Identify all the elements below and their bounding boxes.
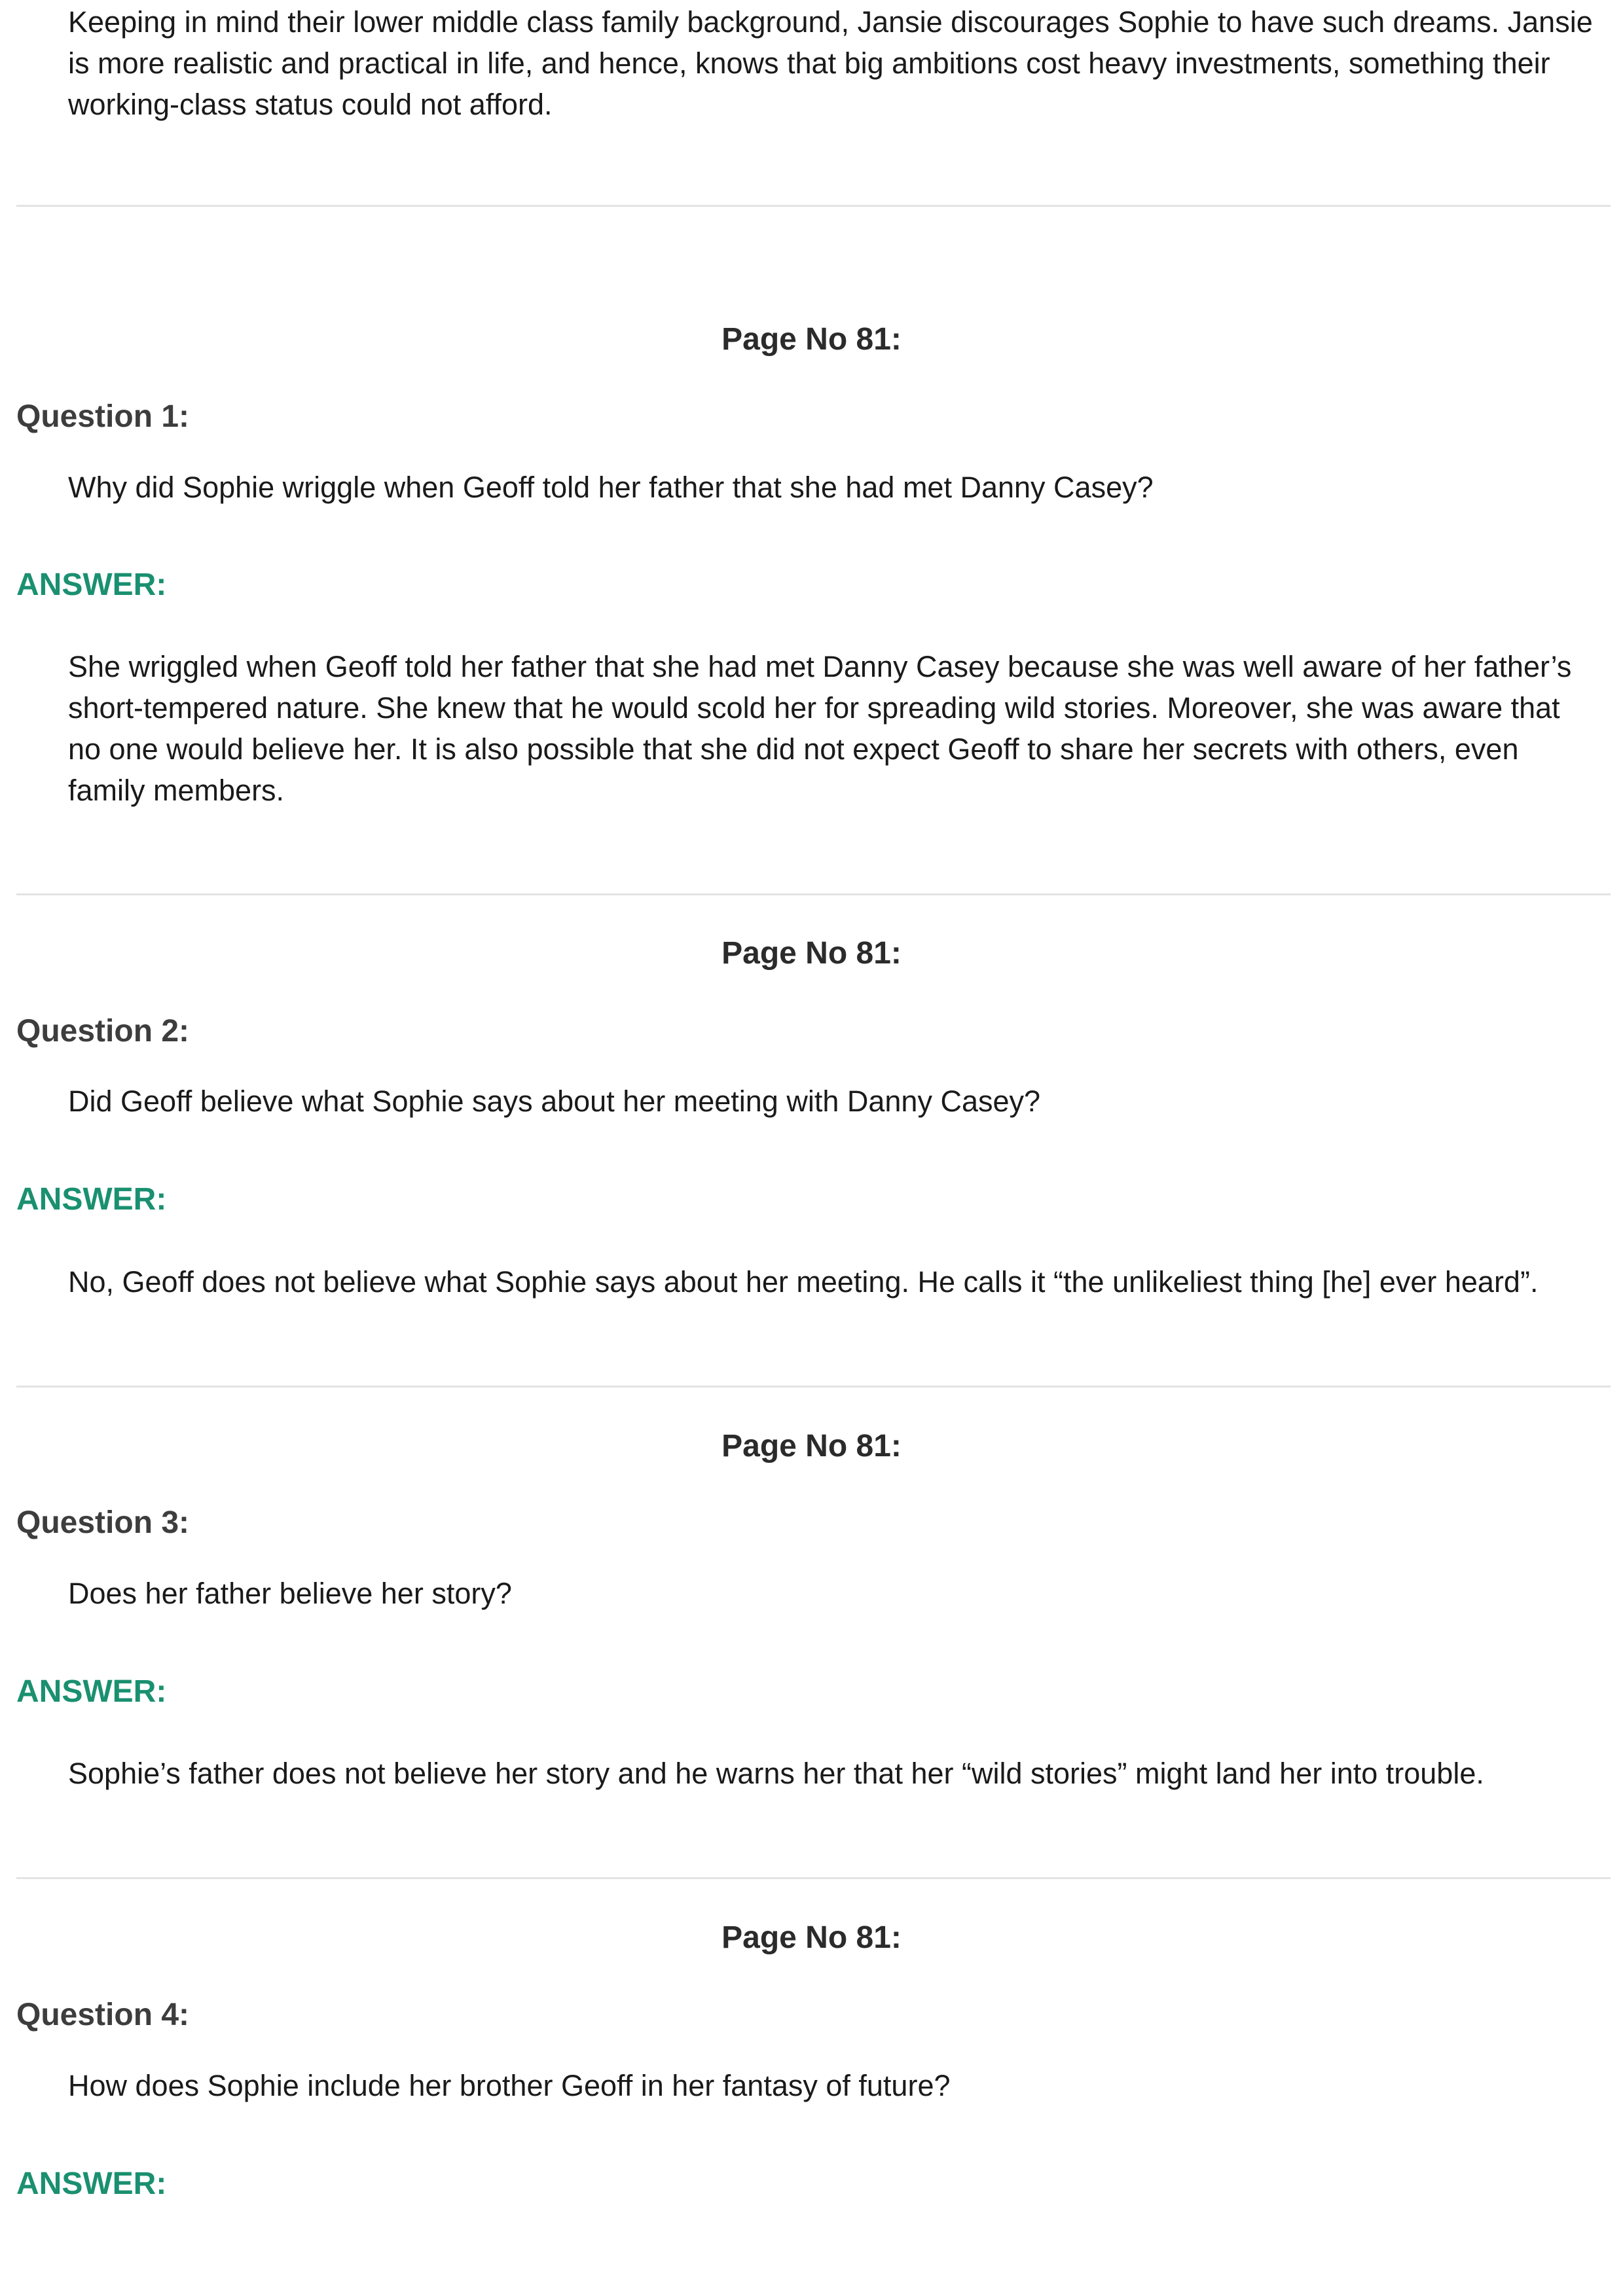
page-number-heading: Page No 81: — [721, 936, 902, 971]
answer-text: No, Geoff does not believe what Sophie says about her meeting. He calls it “the unlikeliest thing [he] ever heard”. — [68, 1265, 1539, 1299]
question-text: Does her father believe her story? — [68, 1577, 512, 1610]
question-text: Why did Sophie wriggle when Geoff told her father that she had met Danny Casey? — [68, 471, 1154, 504]
section-divider — [16, 1386, 1611, 1388]
intro-paragraph: Keeping in mind their lower middle class family background, Jansie discourages Sophie to have such dreams. Jansie is more realistic and practical in life, and hence, knows that big ambitions cost heavy investments, something their working-class status could not afford. — [68, 5, 1593, 121]
section-divider — [16, 205, 1611, 207]
question-label: Question 2: — [16, 1014, 190, 1049]
answer-label: ANSWER: — [16, 567, 167, 602]
section-divider — [16, 1877, 1611, 1879]
section-divider — [16, 893, 1611, 895]
page-number-heading: Page No 81: — [721, 322, 902, 357]
page-number-heading: Page No 81: — [721, 1920, 902, 1955]
question-label: Question 4: — [16, 1998, 190, 2032]
question-text: How does Sophie include her brother Geoff in her fantasy of future? — [68, 2069, 951, 2102]
answer-label: ANSWER: — [16, 1674, 167, 1709]
answer-label: ANSWER: — [16, 1182, 167, 1217]
answer-text: She wriggled when Geoff told her father that she had met Danny Casey because she was well aware of her father’s short-tempered nature. She knew that he would scold her for spreading wild stories. Moreover, she was aware that no one would believe her. It is also possible that she did not expect Geoff to share her secrets with others, even family members. — [68, 650, 1572, 807]
answer-text: Sophie’s father does not believe her story and he warns her that her “wild stories” might land her into trouble. — [68, 1757, 1484, 1790]
question-label: Question 3: — [16, 1505, 190, 1540]
question-text: Did Geoff believe what Sophie says about her meeting with Danny Casey? — [68, 1085, 1041, 1118]
question-label: Question 1: — [16, 399, 190, 434]
answer-label: ANSWER: — [16, 2166, 167, 2201]
page-number-heading: Page No 81: — [721, 1429, 902, 1463]
